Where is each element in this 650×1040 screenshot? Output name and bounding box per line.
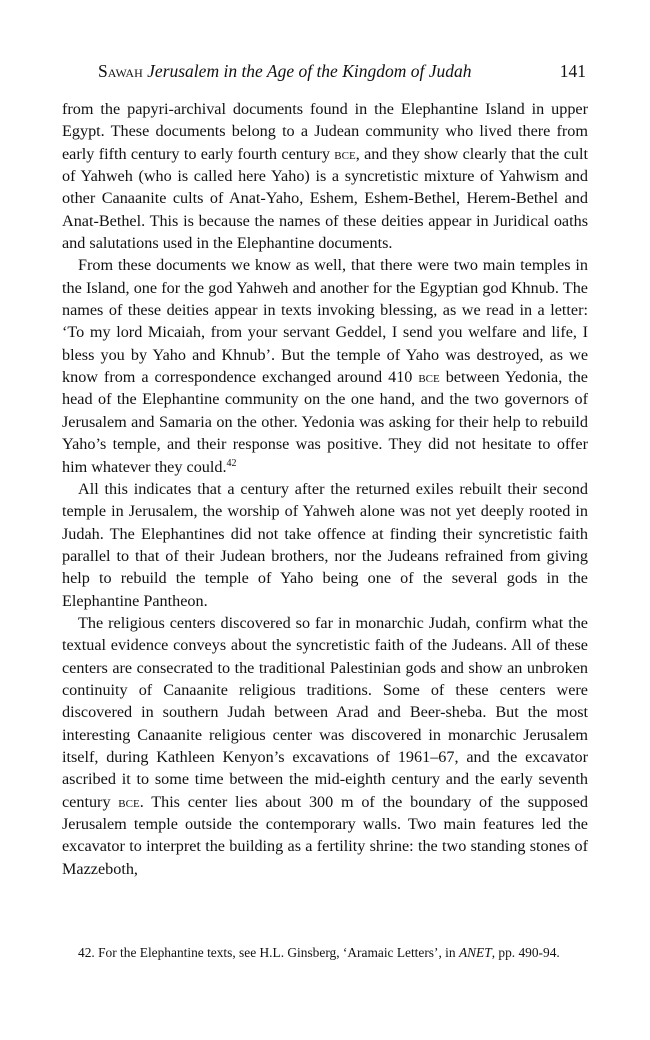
paragraph-1-text-b: , and they show clearly that the cult of Yahweh (who is called here Yaho) is a syncretistic mixture of Yahwism and other Canaanite cults of Anat-Yaho, Eshem, Eshem-Bethel, Herem-Bethel and Anat-Bethel. This is because the names of these deities appear in Juridical oaths and salutations used in the Elephantine documents. — [62, 144, 588, 253]
paragraph-4 — [62, 612, 588, 880]
paragraph-4-text-a: The religious centers discovered so far in monarchic Judah, confirm what the textual evidence conveys about the syncretistic faith of the Judeans. All of these centers are consecrated to the traditional Palestinian gods and show an unbroken continuity of Canaanite religious traditions. Some of these centers were discovered in southern Judah between Arad and Beer-sheba. But the most interesting Canaanite religious center was discovered in monarchic Jerusalem itself, during Kathleen Kenyon’s excavations of 1961–67, and the excavator ascribed it to some time between the mid-eighth century and the early seventh century — [62, 613, 588, 811]
paragraph-1 — [62, 98, 588, 254]
footnote-text-after: , pp. 490-94. — [491, 945, 560, 960]
footnote-reference: 42 — [226, 457, 237, 469]
footnote-source: ANET — [458, 945, 492, 960]
paragraph-3: All this indicates that a century after the returned exiles rebuilt their second temple in Jerusalem, the worship of Yahweh alone was not yet deeply rooted in Judah. The Elephantines did not take offence at finding their syncretistic faith parallel to that of their Judean brothers, nor the Judeans refrained from giving help to rebuild the temple of Yaho being one of the several gods in the Elephantine Pantheon. — [62, 479, 588, 610]
paragraph-2-text-a: From these documents we know as well, that there were two main temples in the Island, one for the god Yahweh and another for the Egyptian god Khnub. The names of these deities appear in texts invoking blessing, as we read in a letter: ‘To my lord Micaiah, from your servant Geddel, I send you welfare and life, I bless you by Yaho and Khnub’. But the temple of Yaho was destroyed, as we know from a correspondence exchanged around 410 — [62, 256, 588, 387]
running-header — [98, 56, 594, 86]
era-abbreviation: bce — [334, 144, 356, 163]
paragraph-1-text-a: from the papyri-archival documents found in the Elephantine Island in upper Egypt. These documents belong to a Judean community who lived there from early fifth century to early fourth century — [62, 100, 588, 163]
body-text — [62, 98, 588, 880]
era-abbreviation: bce — [118, 792, 140, 811]
header-author: Sawah — [98, 61, 143, 81]
era-abbreviation: bce — [418, 368, 440, 387]
footnote — [62, 943, 588, 963]
footnote-text-before: For the Elephantine texts, see H.L. Ginsberg, ‘Aramaic Letters’, in — [98, 945, 459, 960]
header-title: Jerusalem in the Age of the Kingdom of Judah — [147, 61, 472, 81]
paragraph-2-text-b: between Yedonia, the head of the Elephantine community on the one hand, and the two governors of Jerusalem and Samaria on the other. Yedonia was asking for their help to rebuild Yaho’s temple, and their response was positive. They did not hesitate to offer him whatever they could. — [62, 368, 588, 476]
footnote-number: 42. — [78, 945, 95, 960]
paragraph-4-text-b: . This center lies about 300 m of the boundary of the supposed Jerusalem temple outside the contemporary walls. Two main features led the excavator to interpret the building as a fertility shrine: the two standing stones of Mazzeboth, — [62, 792, 588, 878]
page-number: 141 — [559, 61, 586, 81]
paragraph-2 — [62, 254, 588, 477]
